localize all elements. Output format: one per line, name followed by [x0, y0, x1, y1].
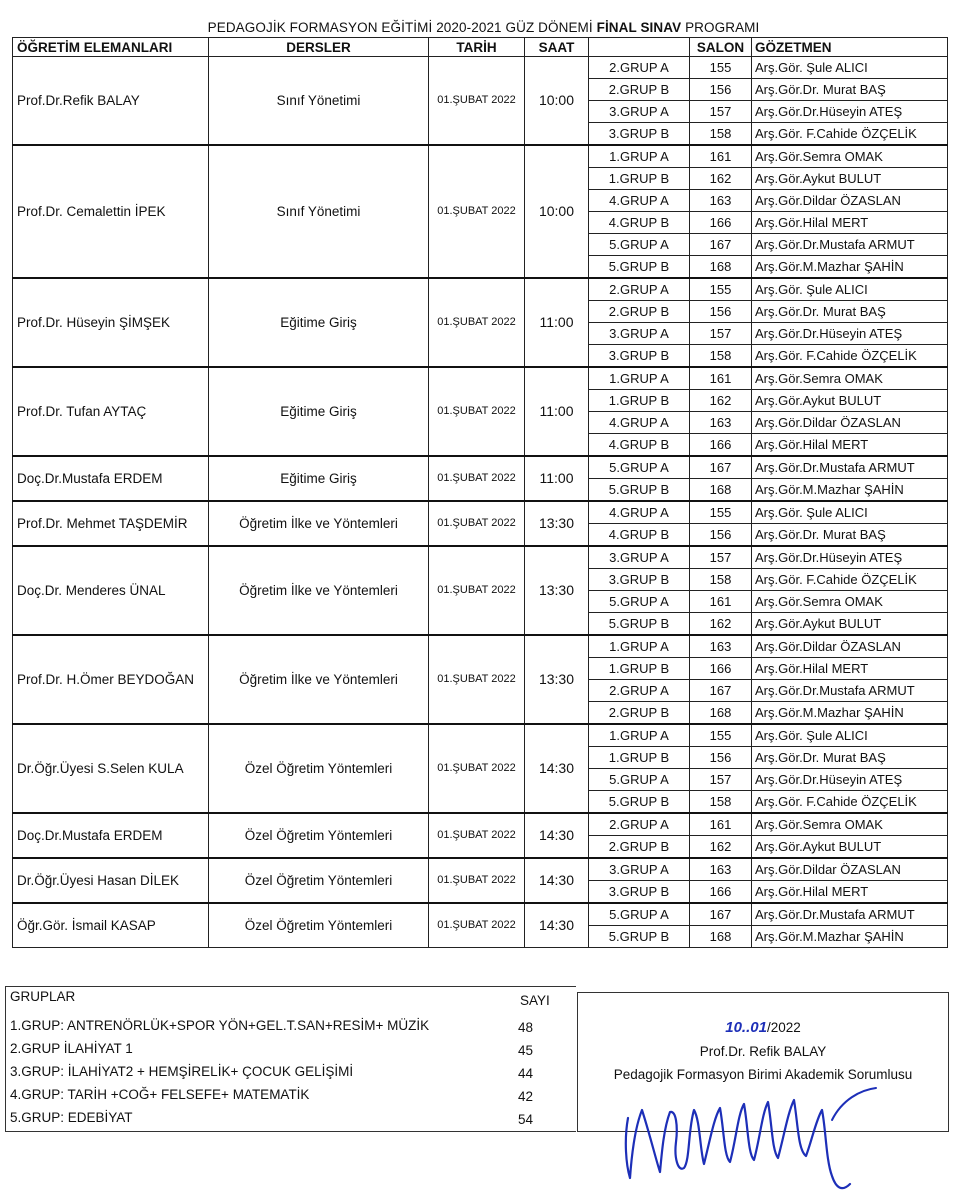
groups-header: GRUPLAR	[10, 989, 76, 1004]
room-cell: 161	[690, 591, 752, 613]
table-row	[13, 858, 948, 881]
table-row	[13, 724, 948, 747]
date-cell: 01.ŞUBAT 2022	[429, 501, 525, 546]
time-cell: 13:30	[525, 635, 589, 724]
room-cell: 162	[690, 836, 752, 859]
time-cell: 13:30	[525, 546, 589, 635]
header-group	[589, 38, 690, 57]
instructor-cell: Prof.Dr. Cemalettin İPEK	[13, 145, 209, 278]
groups-box	[5, 986, 576, 1132]
room-cell: 163	[690, 635, 752, 658]
table-row	[13, 367, 948, 390]
course-cell: Eğitime Giriş	[209, 456, 429, 501]
proctor-cell: Arş.Gör. F.Cahide ÖZÇELİK	[752, 123, 948, 146]
room-cell: 158	[690, 791, 752, 814]
group-cell: 5.GRUP B	[589, 256, 690, 279]
date-cell: 01.ŞUBAT 2022	[429, 57, 525, 146]
room-cell: 157	[690, 769, 752, 791]
group-cell: 4.GRUP A	[589, 412, 690, 434]
group-cell: 3.GRUP B	[589, 123, 690, 146]
room-cell: 157	[690, 323, 752, 345]
group-count: 42	[518, 1089, 534, 1104]
group-cell: 1.GRUP A	[589, 145, 690, 168]
proctor-cell: Arş.Gör.Semra OMAK	[752, 367, 948, 390]
group-cell: 1.GRUP B	[589, 747, 690, 769]
proctor-cell: Arş.Gör.M.Mazhar ŞAHİN	[752, 702, 948, 725]
date-cell: 01.ŞUBAT 2022	[429, 813, 525, 858]
signature-date: 10..01/2022	[725, 1019, 801, 1036]
group-cell: 5.GRUP B	[589, 479, 690, 502]
room-cell: 168	[690, 256, 752, 279]
table-header-row	[13, 38, 948, 57]
proctor-cell: Arş.Gör.Aykut BULUT	[752, 836, 948, 859]
room-cell: 156	[690, 747, 752, 769]
group-count: 45	[518, 1043, 534, 1058]
instructor-cell: Dr.Öğr.Üyesi Hasan DİLEK	[13, 858, 209, 903]
room-cell: 157	[690, 546, 752, 569]
schedule-body	[13, 57, 948, 948]
exam-schedule-table	[12, 37, 948, 948]
proctor-cell: Arş.Gör.Aykut BULUT	[752, 168, 948, 190]
table-row	[13, 57, 948, 79]
room-cell: 158	[690, 345, 752, 368]
group-cell: 3.GRUP A	[589, 323, 690, 345]
course-cell: Özel Öğretim Yöntemleri	[209, 903, 429, 948]
room-cell: 155	[690, 501, 752, 524]
proctor-cell: Arş.Gör. F.Cahide ÖZÇELİK	[752, 569, 948, 591]
proctor-cell: Arş.Gör.Dildar ÖZASLAN	[752, 858, 948, 881]
proctor-cell: Arş.Gör.Aykut BULUT	[752, 613, 948, 636]
instructor-cell: Prof.Dr.Refik BALAY	[13, 57, 209, 146]
table-row	[13, 456, 948, 479]
proctor-cell: Arş.Gör.Hilal MERT	[752, 212, 948, 234]
table-row	[13, 546, 948, 569]
proctor-cell: Arş.Gör.Dr.Mustafa ARMUT	[752, 903, 948, 926]
proctor-cell: Arş.Gör.Hilal MERT	[752, 434, 948, 457]
group-cell: 2.GRUP B	[589, 836, 690, 859]
group-cell: 3.GRUP A	[589, 858, 690, 881]
count-header: SAYI	[520, 993, 550, 1008]
group-cell: 4.GRUP B	[589, 434, 690, 457]
proctor-cell: Arş.Gör.Dildar ÖZASLAN	[752, 190, 948, 212]
group-count: 54	[518, 1112, 534, 1127]
course-cell: Özel Öğretim Yöntemleri	[209, 858, 429, 903]
table-row	[13, 813, 948, 836]
group-cell: 4.GRUP B	[589, 212, 690, 234]
proctor-cell: Arş.Gör.Dildar ÖZASLAN	[752, 412, 948, 434]
room-cell: 166	[690, 434, 752, 457]
proctor-cell: Arş.Gör.M.Mazhar ŞAHİN	[752, 926, 948, 948]
group-cell: 2.GRUP A	[589, 680, 690, 702]
group-label: 2.GRUP İLAHİYAT 1	[10, 1041, 133, 1056]
room-cell: 166	[690, 658, 752, 680]
proctor-cell: Arş.Gör.M.Mazhar ŞAHİN	[752, 479, 948, 502]
proctor-cell: Arş.Gör. F.Cahide ÖZÇELİK	[752, 791, 948, 814]
group-label: 4.GRUP: TARİH +COĞ+ FELSEFE+ MATEMATİK	[10, 1087, 310, 1102]
course-cell: Sınıf Yönetimi	[209, 145, 429, 278]
time-cell: 10:00	[525, 57, 589, 146]
group-cell: 3.GRUP A	[589, 546, 690, 569]
instructor-cell: Doç.Dr. Menderes ÜNAL	[13, 546, 209, 635]
group-cell: 4.GRUP A	[589, 190, 690, 212]
proctor-cell: Arş.Gör.Dr. Murat BAŞ	[752, 301, 948, 323]
proctor-cell: Arş.Gör.Hilal MERT	[752, 881, 948, 904]
room-cell: 168	[690, 702, 752, 725]
course-cell: Öğretim İlke ve Yöntemleri	[209, 501, 429, 546]
instructor-cell: Doç.Dr.Mustafa ERDEM	[13, 813, 209, 858]
instructor-cell: Prof.Dr. Hüseyin ŞİMŞEK	[13, 278, 209, 367]
group-cell: 1.GRUP B	[589, 658, 690, 680]
course-cell: Özel Öğretim Yöntemleri	[209, 724, 429, 813]
room-cell: 163	[690, 190, 752, 212]
room-cell: 155	[690, 57, 752, 79]
table-row	[13, 635, 948, 658]
proctor-cell: Arş.Gör.Aykut BULUT	[752, 390, 948, 412]
table-row	[13, 501, 948, 524]
date-cell: 01.ŞUBAT 2022	[429, 724, 525, 813]
proctor-cell: Arş.Gör.Dr.Hüseyin ATEŞ	[752, 546, 948, 569]
group-label: 3.GRUP: İLAHİYAT2 + HEMŞİRELİK+ ÇOCUK GELİŞİMİ	[10, 1064, 354, 1079]
time-cell: 14:30	[525, 858, 589, 903]
date-cell: 01.ŞUBAT 2022	[429, 546, 525, 635]
room-cell: 166	[690, 881, 752, 904]
room-cell: 162	[690, 390, 752, 412]
group-cell: 2.GRUP A	[589, 813, 690, 836]
proctor-cell: Arş.Gör.Dr. Murat BAŞ	[752, 747, 948, 769]
proctor-cell: Arş.Gör.Dr.Hüseyin ATEŞ	[752, 101, 948, 123]
room-cell: 166	[690, 212, 752, 234]
proctor-cell: Arş.Gör. F.Cahide ÖZÇELİK	[752, 345, 948, 368]
proctor-cell: Arş.Gör. Şule ALICI	[752, 501, 948, 524]
instructor-cell: Prof.Dr. Tufan AYTAÇ	[13, 367, 209, 456]
group-cell: 5.GRUP B	[589, 613, 690, 636]
course-cell: Öğretim İlke ve Yöntemleri	[209, 635, 429, 724]
proctor-cell: Arş.Gör.Semra OMAK	[752, 591, 948, 613]
proctor-cell: Arş.Gör.Dr. Murat BAŞ	[752, 79, 948, 101]
room-cell: 155	[690, 278, 752, 301]
date-cell: 01.ŞUBAT 2022	[429, 278, 525, 367]
room-cell: 161	[690, 145, 752, 168]
header-instructors: ÖĞRETİM ELEMANLARI	[13, 38, 209, 57]
instructor-cell: Prof.Dr. H.Ömer BEYDOĞAN	[13, 635, 209, 724]
room-cell: 162	[690, 168, 752, 190]
handwritten-signature	[620, 1080, 890, 1195]
group-cell: 2.GRUP B	[589, 79, 690, 101]
signer-role: Pedagojik Formasyon Birimi Akademik Sorumlusu	[613, 1067, 913, 1082]
proctor-cell: Arş.Gör.Semra OMAK	[752, 145, 948, 168]
group-cell: 3.GRUP A	[589, 101, 690, 123]
proctor-cell: Arş.Gör. Şule ALICI	[752, 278, 948, 301]
room-cell: 161	[690, 367, 752, 390]
group-cell: 3.GRUP B	[589, 881, 690, 904]
date-cell: 01.ŞUBAT 2022	[429, 635, 525, 724]
table-row	[13, 278, 948, 301]
group-cell: 2.GRUP A	[589, 57, 690, 79]
date-cell: 01.ŞUBAT 2022	[429, 367, 525, 456]
group-cell: 5.GRUP A	[589, 769, 690, 791]
proctor-cell: Arş.Gör.Dr. Murat BAŞ	[752, 524, 948, 547]
proctor-cell: Arş.Gör.Dr.Mustafa ARMUT	[752, 456, 948, 479]
instructor-cell: Öğr.Gör. İsmail KASAP	[13, 903, 209, 948]
group-cell: 3.GRUP B	[589, 569, 690, 591]
proctor-cell: Arş.Gör.M.Mazhar ŞAHİN	[752, 256, 948, 279]
room-cell: 163	[690, 858, 752, 881]
group-cell: 1.GRUP B	[589, 168, 690, 190]
room-cell: 167	[690, 456, 752, 479]
header-courses: DERSLER	[209, 38, 429, 57]
handwritten-date: 10..01	[725, 1019, 767, 1036]
proctor-cell: Arş.Gör.Hilal MERT	[752, 658, 948, 680]
room-cell: 161	[690, 813, 752, 836]
proctor-cell: Arş.Gör.Semra OMAK	[752, 813, 948, 836]
group-cell: 1.GRUP A	[589, 635, 690, 658]
group-cell: 5.GRUP B	[589, 791, 690, 814]
room-cell: 163	[690, 412, 752, 434]
proctor-cell: Arş.Gör. Şule ALICI	[752, 57, 948, 79]
time-cell: 11:00	[525, 456, 589, 501]
room-cell: 158	[690, 569, 752, 591]
header-date: TARİH	[429, 38, 525, 57]
room-cell: 168	[690, 479, 752, 502]
group-label: 5.GRUP: EDEBİYAT	[10, 1110, 133, 1125]
header-proctor: GÖZETMEN	[752, 38, 948, 57]
room-cell: 156	[690, 301, 752, 323]
group-cell: 5.GRUP A	[589, 234, 690, 256]
group-cell: 1.GRUP A	[589, 367, 690, 390]
group-cell: 5.GRUP A	[589, 591, 690, 613]
table-row	[13, 145, 948, 168]
room-cell: 162	[690, 613, 752, 636]
time-cell: 11:00	[525, 278, 589, 367]
page-title: PEDAGOJİK FORMASYON EĞİTİMİ 2020-2021 GÜZ DÖNEMİ FİNAL SINAV PROGRAMI	[207, 20, 760, 35]
proctor-cell: Arş.Gör. Şule ALICI	[752, 724, 948, 747]
room-cell: 156	[690, 79, 752, 101]
proctor-cell: Arş.Gör.Dr.Mustafa ARMUT	[752, 680, 948, 702]
room-cell: 157	[690, 101, 752, 123]
date-cell: 01.ŞUBAT 2022	[429, 903, 525, 948]
group-cell: 5.GRUP A	[589, 903, 690, 926]
proctor-cell: Arş.Gör.Dildar ÖZASLAN	[752, 635, 948, 658]
group-cell: 5.GRUP B	[589, 926, 690, 948]
time-cell: 14:30	[525, 903, 589, 948]
room-cell: 158	[690, 123, 752, 146]
instructor-cell: Dr.Öğr.Üyesi S.Selen KULA	[13, 724, 209, 813]
course-cell: Sınıf Yönetimi	[209, 57, 429, 146]
group-cell: 3.GRUP B	[589, 345, 690, 368]
time-cell: 11:00	[525, 367, 589, 456]
group-cell: 2.GRUP B	[589, 301, 690, 323]
group-label: 1.GRUP: ANTRENÖRLÜK+SPOR YÖN+GEL.T.SAN+RESİM+ MÜZİK	[10, 1018, 430, 1033]
date-cell: 01.ŞUBAT 2022	[429, 145, 525, 278]
course-cell: Özel Öğretim Yöntemleri	[209, 813, 429, 858]
signer-name: Prof.Dr. Refik BALAY	[699, 1044, 827, 1059]
proctor-cell: Arş.Gör.Dr.Hüseyin ATEŞ	[752, 323, 948, 345]
group-cell: 2.GRUP B	[589, 702, 690, 725]
group-count: 44	[518, 1066, 534, 1081]
group-cell: 1.GRUP A	[589, 724, 690, 747]
date-cell: 01.ŞUBAT 2022	[429, 858, 525, 903]
group-cell: 1.GRUP B	[589, 390, 690, 412]
room-cell: 167	[690, 680, 752, 702]
room-cell: 167	[690, 234, 752, 256]
group-count: 48	[518, 1020, 534, 1035]
proctor-cell: Arş.Gör.Dr.Mustafa ARMUT	[752, 234, 948, 256]
time-cell: 10:00	[525, 145, 589, 278]
proctor-cell: Arş.Gör.Dr.Hüseyin ATEŞ	[752, 769, 948, 791]
room-cell: 155	[690, 724, 752, 747]
group-cell: 4.GRUP A	[589, 501, 690, 524]
group-cell: 5.GRUP A	[589, 456, 690, 479]
instructor-cell: Doç.Dr.Mustafa ERDEM	[13, 456, 209, 501]
instructor-cell: Prof.Dr. Mehmet TAŞDEMİR	[13, 501, 209, 546]
course-cell: Eğitime Giriş	[209, 278, 429, 367]
header-room: SALON	[690, 38, 752, 57]
course-cell: Eğitime Giriş	[209, 367, 429, 456]
table-row	[13, 903, 948, 926]
course-cell: Öğretim İlke ve Yöntemleri	[209, 546, 429, 635]
date-cell: 01.ŞUBAT 2022	[429, 456, 525, 501]
header-time: SAAT	[525, 38, 589, 57]
room-cell: 167	[690, 903, 752, 926]
time-cell: 14:30	[525, 724, 589, 813]
room-cell: 168	[690, 926, 752, 948]
group-cell: 4.GRUP B	[589, 524, 690, 547]
time-cell: 13:30	[525, 501, 589, 546]
group-cell: 2.GRUP A	[589, 278, 690, 301]
time-cell: 14:30	[525, 813, 589, 858]
room-cell: 156	[690, 524, 752, 547]
